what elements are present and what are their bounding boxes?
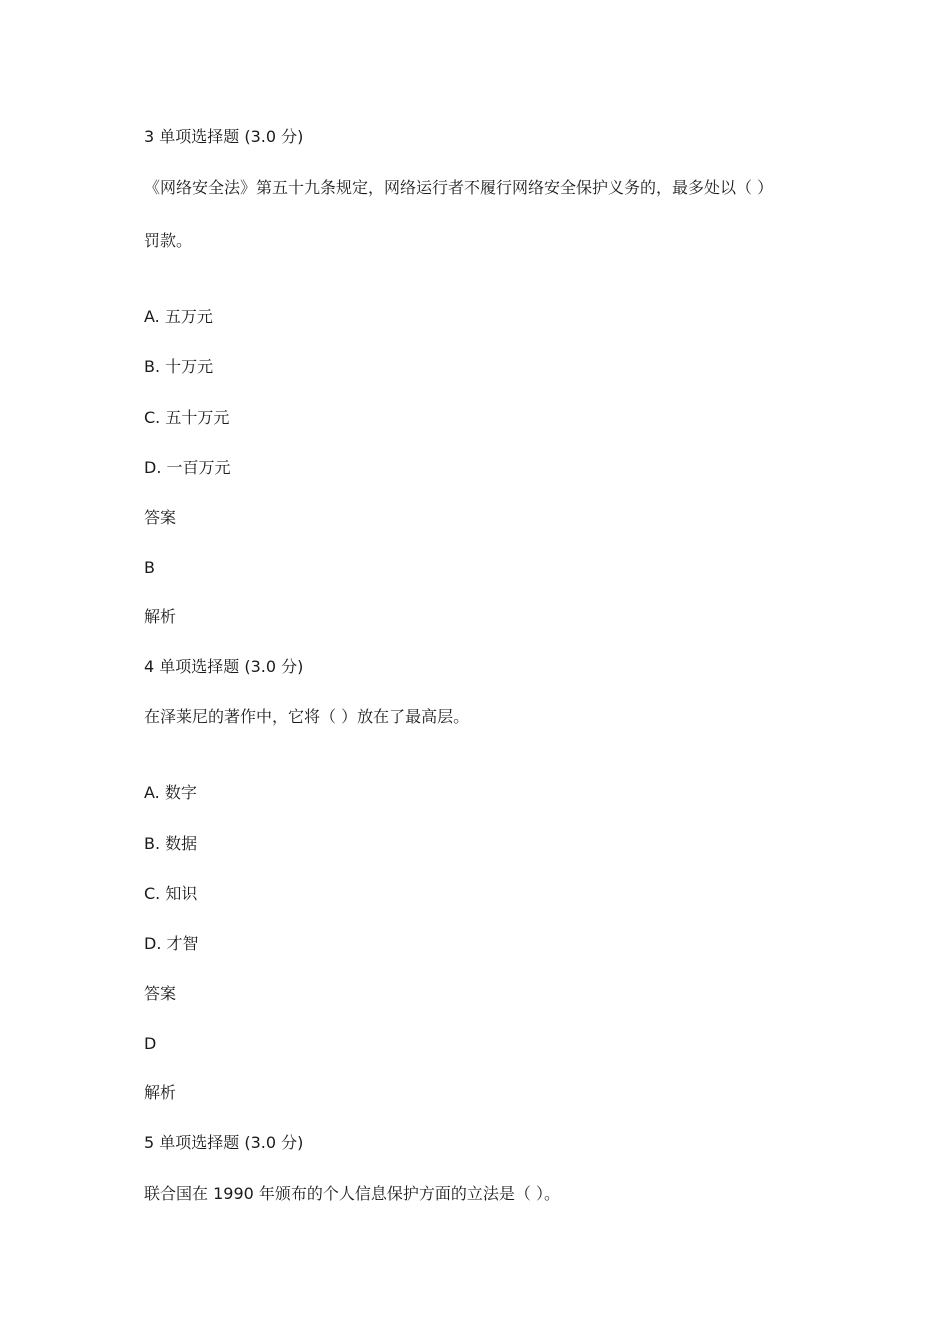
question-3-stem-line1: 《网络安全法》第五十九条规定，网络运行者不履行网络安全保护义务的，最多处以（ ） [144, 178, 774, 197]
question-4-stem-line1: 在泽莱尼的著作中，它将（ ）放在了最高层。 [144, 707, 470, 726]
question-4-option-c: C. 知识 [144, 884, 198, 903]
question-3-answer-label: 答案 [144, 508, 177, 527]
question-3-header: 3 单项选择题 (3.0 分) [144, 127, 304, 146]
question-4-answer-label: 答案 [144, 984, 177, 1003]
question-5-header: 5 单项选择题 (3.0 分) [144, 1133, 304, 1152]
question-3-option-b: B. 十万元 [144, 357, 214, 376]
question-4-header: 4 单项选择题 (3.0 分) [144, 657, 304, 676]
question-3-stem-line2: 罚款。 [144, 231, 193, 250]
question-4-option-d: D. 才智 [144, 934, 199, 953]
question-4-option-b: B. 数据 [144, 834, 198, 853]
question-4-option-a: A. 数字 [144, 783, 197, 802]
question-3-analysis-label: 解析 [144, 607, 177, 626]
question-4-analysis-label: 解析 [144, 1083, 177, 1102]
question-4-answer: D [144, 1034, 157, 1053]
question-3-option-a: A. 五万元 [144, 307, 213, 326]
question-3-option-c: C. 五十万元 [144, 408, 230, 427]
question-3-answer: B [144, 558, 155, 577]
question-5-stem-line1: 联合国在 1990 年颁布的个人信息保护方面的立法是（ ）。 [144, 1184, 560, 1203]
question-3-option-d: D. 一百万元 [144, 458, 231, 477]
